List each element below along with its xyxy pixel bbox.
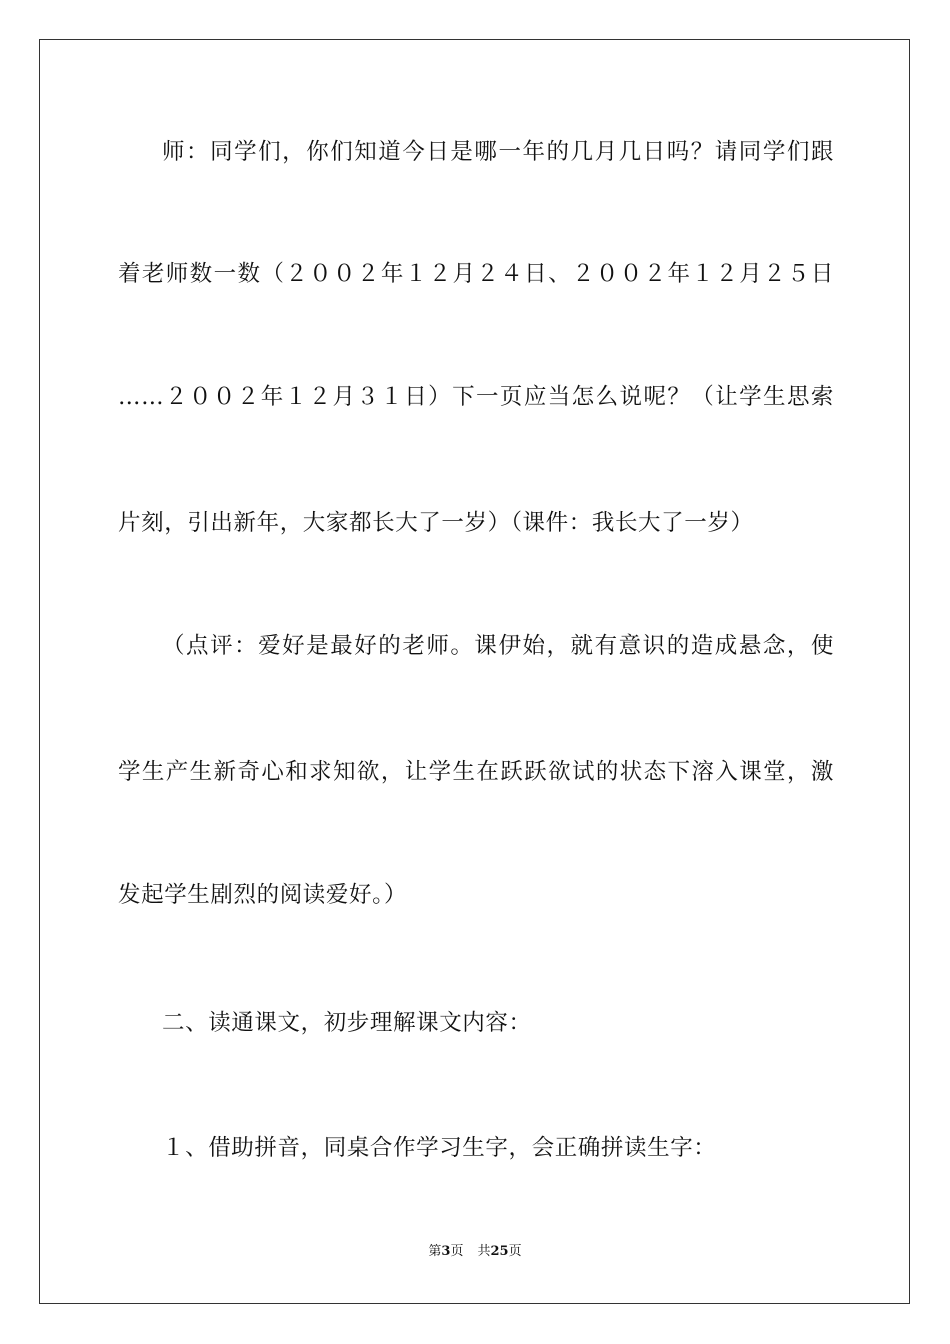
footer-total-prefix: 共: [477, 1244, 491, 1259]
paragraph-line-6: 学生产生新奇心和求知欲，让学生在跃跃欲试的状态下溶入课堂，激: [118, 759, 834, 785]
paragraph-line-2: 着老师数一数（２００２年１２月２４日、２００２年１２月２５日: [118, 261, 834, 287]
section-heading: 二、读通课文，初步理解课文内容：: [162, 1010, 532, 1036]
footer-total-suffix: 页: [508, 1244, 522, 1259]
footer-prefix: 第: [428, 1244, 442, 1259]
footer-page-suffix: 页: [450, 1244, 464, 1259]
footer-page-number: 3: [441, 1244, 451, 1259]
paragraph-line-1: 师：同学们，你们知道今日是哪一年的几月几日吗？请同学们跟: [162, 139, 834, 165]
paragraph-line-4: 片刻，引出新年，大家都长大了一岁）（课件：我长大了一岁）: [118, 510, 754, 536]
paragraph-line-5: （点评：爱好是最好的老师。课伊始，就有意识的造成悬念，使: [162, 633, 834, 659]
footer-total-pages: 25: [490, 1244, 509, 1259]
list-item-1: １、借助拼音，同桌合作学习生字，会正确拼读生字：: [162, 1135, 717, 1161]
page-border: [39, 39, 910, 1304]
paragraph-line-7: 发起学生剧烈的阅读爱好。）: [118, 882, 408, 908]
paragraph-line-3: ……２００２年１２月３１日）下一页应当怎么说呢？（让学生思索: [118, 384, 834, 410]
page-footer: [0, 1243, 950, 1261]
